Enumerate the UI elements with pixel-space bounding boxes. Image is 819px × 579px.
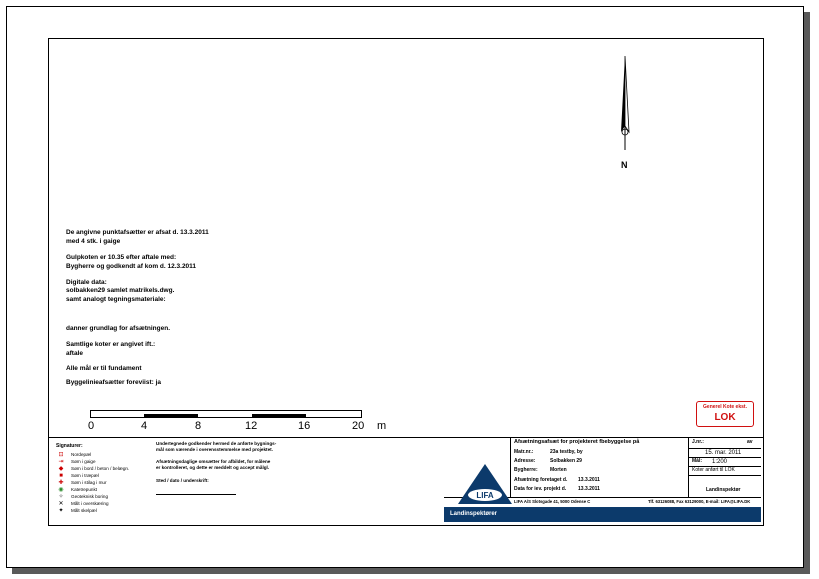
legend-label: Nordepæl — [71, 452, 92, 457]
note-line: danner grundlag for afsætningen. — [66, 325, 171, 332]
drill-icon: ✧ — [58, 494, 64, 500]
scale-bar-segment — [252, 414, 306, 418]
scale-bar — [90, 410, 362, 418]
scale-bar-tick: 0 — [88, 420, 95, 432]
address-value: Solbakken 29 — [550, 458, 582, 464]
journal-label: J.nr.: — [692, 439, 704, 445]
stakeout-date-value: 13.3.2011 — [578, 477, 600, 483]
client-label: Bygherre: — [514, 467, 538, 473]
scale-bar-tick: 12 — [245, 420, 258, 432]
disclaimer-line: Afsætningsdaglige omsætter for afbildet, for målene — [156, 459, 271, 464]
scale-bar-tick: 4 — [141, 420, 148, 432]
scale-bar-tick: 8 — [195, 420, 202, 432]
stamp-value: LOK — [714, 412, 736, 423]
legend-label: Søm i stilag i mur — [71, 480, 107, 485]
legend-label: Målt skelpæl — [71, 508, 97, 513]
legend-item — [57, 473, 99, 479]
north-arrow-label: N — [621, 160, 628, 170]
kote-system: Koter anført til LOK — [692, 467, 735, 473]
legend-item — [57, 501, 109, 507]
scale-value: 1:200 — [712, 459, 728, 465]
square-icon: ■ — [59, 473, 63, 479]
scale-bar-tick: 20 — [352, 420, 365, 432]
legend-label: Geoteknisk boring — [71, 494, 109, 499]
property-label: Matr.nr.: — [514, 449, 534, 455]
note-line: solbakken29 samlet matrikels.dwg. — [66, 287, 175, 294]
diamond-icon: ◆ — [58, 466, 64, 472]
legend-item — [57, 466, 129, 472]
note-line: Gulpkoten er 10.35 efter aftale med: — [66, 254, 177, 261]
company-bar — [444, 507, 761, 522]
note-line: Bygherre og godkendt af kom d. 12.3.2011 — [66, 263, 197, 270]
title-block-divider — [688, 475, 761, 476]
note-line: Samtlige koter er angivet ift.: — [66, 341, 156, 348]
logo-text: LIFA — [476, 491, 494, 500]
intersection-icon: ✕ — [58, 501, 64, 507]
survey-point-icon: ⊡ — [58, 452, 64, 458]
legend-label: Søm i træpæl — [71, 473, 99, 478]
title-block-divider — [688, 448, 761, 449]
legend-item — [57, 459, 96, 465]
project-date-value: 13.3.2011 — [578, 486, 600, 492]
legend-label: Søm i bord / beton / belægn. — [71, 466, 130, 471]
legend-item — [57, 487, 97, 493]
scale-bar-segment — [144, 414, 198, 418]
client-value: Morten — [550, 467, 567, 473]
disclaimer-line: Undertegnede godkender hermed de anførte bygnings- — [156, 441, 277, 446]
signature-label: Sted / dato / underskrift: — [156, 478, 209, 483]
legend-item — [57, 480, 106, 486]
note-line: aftale — [66, 350, 83, 357]
cadastral-point-icon: ◉ — [58, 487, 64, 493]
legend-label: Målt i overskæring — [71, 501, 109, 506]
disclaimer-line: mål som værende i overensstemmelse med projektet. — [156, 447, 273, 452]
legend-label: Katetrepunkt — [71, 487, 98, 492]
journal-suffix: av — [747, 439, 753, 445]
property-value: 23a testby, by — [550, 449, 583, 455]
height-system-stamp — [696, 401, 754, 427]
legend-title: Signaturer: — [56, 443, 83, 449]
scale-bar-tick: 16 — [298, 420, 311, 432]
note-line: med 4 stk. i gaige — [66, 238, 121, 245]
nail-icon: ⇥ — [58, 459, 64, 465]
drawing-frame — [48, 38, 764, 526]
address-label: Adresse: — [514, 458, 536, 464]
note-line: De angivne punktafsætter er afsat d. 13.3.2011 — [66, 229, 209, 236]
legend-item — [57, 494, 108, 500]
scale-bar-unit: m — [377, 420, 387, 432]
title-block-divider — [688, 437, 689, 497]
note-line: Byggelinieafsætter foreviist: ja — [66, 379, 161, 386]
legend-label: Søm i gaige — [71, 459, 96, 464]
company-contact: Tlf. 63126088, Fax 63129000, E-mail: LIFA@LIFA.DK — [648, 499, 751, 504]
legend-item — [57, 452, 91, 458]
note-line: Digitale data: — [66, 279, 107, 286]
note-line: samt analogt tegningsmateriale: — [66, 296, 166, 303]
note-line: Alle mål er til fundament — [66, 365, 142, 372]
project-date-label: Data for iev. projekt d. — [514, 486, 567, 492]
stamp-title: Generel Kote ekst. — [703, 404, 747, 410]
legend-item — [57, 508, 97, 514]
title-block-divider — [48, 437, 764, 438]
drawing-date: 15. mar. 2011 — [705, 450, 742, 456]
lifa-logo-icon — [456, 462, 514, 504]
disclaimer-line: er kontrolleret, og dette er meddelt og accept målgl. — [156, 465, 270, 470]
scale-label: Mål: — [692, 458, 702, 464]
company-address: LIFA A/S Slotsgade 41, 5000 Odense C — [514, 499, 591, 504]
title-heading: Afsætningsafsæt for projekteret fbebyggelse på — [514, 439, 640, 445]
boundary-post-icon: ✦ — [58, 508, 64, 514]
signature-line — [156, 494, 236, 495]
stakeout-date-label: Afsætning foretaget d. — [514, 477, 568, 483]
cross-icon: ✚ — [58, 480, 64, 486]
company-name: Landinspektører — [450, 511, 498, 517]
surveyor-label: Landinspektør — [706, 487, 741, 493]
